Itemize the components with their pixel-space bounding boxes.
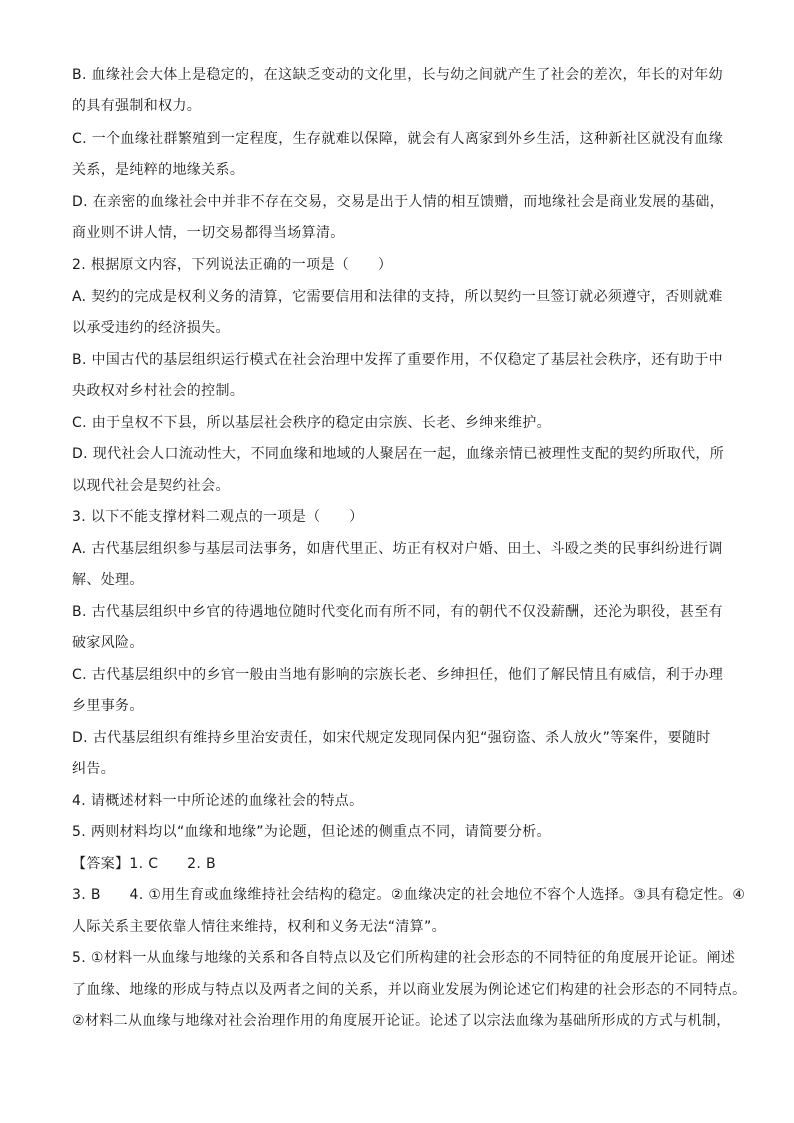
answer-line-1: 【答案】1. C 2. B xyxy=(72,856,216,872)
q3-option-b-line-2: 破家风险。 xyxy=(72,635,144,651)
q3-option-c-line-2: 乡里事务。 xyxy=(72,698,144,714)
q3-option-d-line-2: 纠告。 xyxy=(72,761,116,777)
option-b-line-1: B. 血缘社会大体上是稳定的，在这缺乏变动的文化里，长与幼之间就产生了社会的差次，年长的对年幼 xyxy=(72,67,723,83)
q2-option-a-line-1: A. 契约的完成是权利义务的清算，它需要信用和法律的支持，所以契约一旦签订就必须遵守，否则就难 xyxy=(72,289,723,305)
q3-option-a-line-2: 解、处理。 xyxy=(72,572,144,588)
q3-option-a-line-1: A. 古代基层组织参与基层司法事务，如唐代里正、坊正有权对户婚、田土、斗殴之类的民事纠纷进行调 xyxy=(72,541,723,557)
q2-option-b-line-2: 央政权对乡村社会的控制。 xyxy=(72,383,245,399)
q2-option-a-line-2: 以承受违约的经济损失。 xyxy=(72,320,230,336)
option-d-line-1: D. 在亲密的血缘社会中并非不存在交易，交易是出于人情的相互馈赠，而地缘社会是商业发展的基础， xyxy=(72,194,725,210)
answer-line-5: 了血缘、地缘的形成与特点以及两者之间的关系，并以商业发展为例论述它们构建的社会形态的不同特点。 xyxy=(72,982,747,998)
question-3-stem: 3. 以下不能支撑材料二观点的一项是（ ） xyxy=(72,509,364,525)
option-d-line-2: 商业则不讲人情，一切交易都得当场算清。 xyxy=(72,225,345,241)
question-4-stem: 4. 请概述材料一中所论述的血缘社会的特点。 xyxy=(72,793,364,809)
q2-option-b-line-1: B. 中国古代的基层组织运行模式在社会治理中发挥了重要作用，不仅稳定了基层社会秩序，还有助于中 xyxy=(72,352,723,368)
answer-line-4: 5. ①材料一从血缘与地缘的关系和各自特点以及它们所构建的社会形态的不同特征的角度展开论证。阐述 xyxy=(72,950,736,966)
option-c-line-1: C. 一个血缘社群繁殖到一定程度，生存就难以保障，就会有人离家到外乡生活，这种新社区就没有血缘 xyxy=(72,131,724,147)
q3-option-b-line-1: B. 古代基层组织中乡官的待遇地位随时代变化而有所不同，有的朝代不仅没薪酬，还沦为职役，甚至有 xyxy=(72,604,723,620)
q2-option-d-line-2: 以现代社会是契约社会。 xyxy=(72,478,230,494)
option-b-line-2: 的具有强制和权力。 xyxy=(72,98,202,114)
answer-line-3: 人际关系主要依靠人情往来维持，权利和义务无法“清算”。 xyxy=(72,919,446,935)
q2-option-d-line-1: D. 现代社会人口流动性大，不同血缘和地域的人聚居在一起，血缘亲情已被理性支配的契约所取代，所 xyxy=(72,446,725,462)
answer-line-2: 3. B 4. ①用生育或血缘维持社会结构的稳定。②血缘决定的社会地位不容个人选择。③具有稳定性。④ xyxy=(72,887,746,903)
question-5-stem: 5. 两则材料均以“血缘和地缘”为论题，但论述的侧重点不同，请简要分析。 xyxy=(72,824,551,840)
q3-option-c-line-1: C. 古代基层组织中的乡官一般由当地有影响的宗族长老、乡绅担任，他们了解民情且有威信，利于办理 xyxy=(72,667,724,683)
q2-option-c-line-1: C. 由于皇权不下县，所以基层社会秩序的稳定由宗族、长老、乡绅来维护。 xyxy=(72,415,551,431)
answer-line-6: ②材料二从血缘与地缘对社会治理作用的角度展开论证。论述了以宗法血缘为基础所形成的方式与机制， xyxy=(72,1013,731,1029)
question-2-stem: 2. 根据原文内容，下列说法正确的一项是（ ） xyxy=(72,257,393,273)
q3-option-d-line-1: D. 古代基层组织有维持乡里治安责任，如宋代规定发现同保内犯“强窃盗、杀人放火”等案件，要随时 xyxy=(72,730,711,746)
option-c-line-2: 关系，是纯粹的地缘关系。 xyxy=(72,162,245,178)
